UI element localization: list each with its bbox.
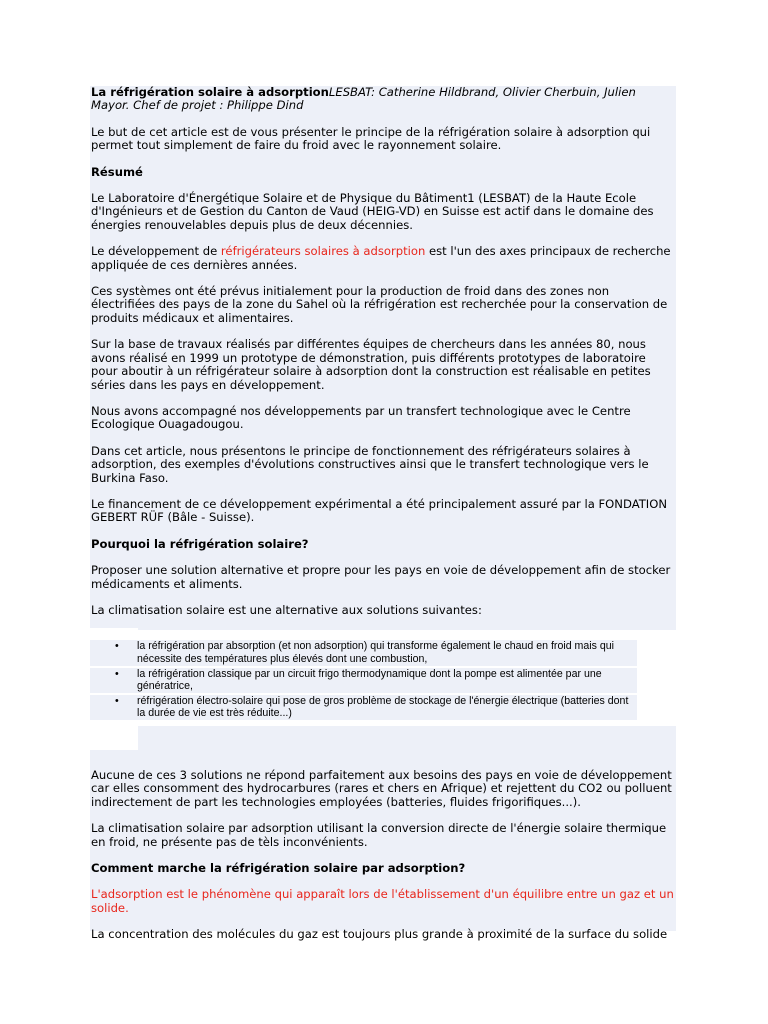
bullet-icon: •	[115, 640, 119, 653]
title-authors: LESBAT: Catherine Hildbrand, Olivier Cherbuin, Julien Mayor. Chef de projet : Philippe Dind	[91, 85, 636, 113]
paragraph-article-scope: Dans cet article, nous présentons le principe de fonctionnement des réfrigérateurs solaires à adsorption, des exemples d'évolutions constructives ainsi que le transfert technologique vers le Burkina Faso.	[91, 443, 649, 485]
paragraph-alternative: Proposer une solution alternative et propre pour les pays en voie de développement afin de stocker médicaments et aliments.	[91, 563, 671, 591]
list-item	[90, 695, 637, 720]
alternatives-list	[90, 640, 676, 720]
paragraph-transfer: Nous avons accompagné nos développements par un transfert technologique avec le Centre Ecologique Ouagadougou.	[91, 403, 631, 432]
list-item	[90, 640, 637, 665]
paragraph-funding: Le financement de ce développement expérimental a été principalement assuré par la FONDATION GEBERT RÜF (Bâle - Suisse).	[91, 496, 668, 525]
list-item-text: réfrigération électro-solaire qui pose de gros problème de stockage de l'énergie électrique (batteries dont la durée de vie est très réduite...)	[137, 694, 629, 720]
title-main: La réfrigération solaire à adsorption	[91, 85, 329, 99]
article-body	[90, 85, 676, 942]
paragraph-development	[90, 245, 676, 272]
paragraph-no-solution: Aucune de ces 3 solutions ne répond parfaitement aux besoins des pays en voie de développement car elles consomment des hydrocarbures (rares et chers en Afrique) et rejettent du CO2 ou polluent indirectement de part les technologies employées (batteries, fluides frigorifiques...).	[91, 767, 672, 809]
paragraph-concentration: La concentration des molécules du gaz est toujours plus grande à proximité de la surface du solide	[91, 927, 668, 942]
link-refrigerateurs[interactable]: réfrigérateurs solaires à adsorption	[220, 244, 426, 259]
p2-before: Le développement de	[91, 244, 221, 259]
paragraph-history: Sur la base de travaux réalisés par différentes équipes de chercheurs dans les années 80, nous avons réalisé en 1999 un prototype de démonstration, puis différents prototypes de laboratoire pour aboutir à un réfrigérateur solaire à adsorption dont la construction est réalisable en petites séries dans les pays en développement.	[91, 337, 651, 392]
heading-pourquoi: Pourquoi la réfrigération solaire?	[91, 536, 309, 551]
paragraph-systems: Ces systèmes ont été prévus initialement pour la production de froid dans des zones non électrifiées des pays de la zone du Sahel où la réfrigération est recherchée pour la conservation de produits médicaux et alimentaires.	[91, 284, 668, 325]
paragraph-adsorption-advantage: La climatisation solaire par adsorption utilisant la conversion directe de l'énergie solaire thermique en froid, ne présente pas de tèls inconvénients.	[91, 821, 667, 849]
paragraph-lesbat: Le Laboratoire d'Énergétique Solaire et de Physique du Bâtiment1 (LESBAT) de la Haute Ecole d'Ingénieurs et de Gestion du Canton de Vaud (HEIG-VD) en Suisse est actif dans le domaine des énergies renouvelables depuis plus de deux décennies.	[91, 191, 654, 232]
paragraph-adsorption-definition: L'adsorption est le phénomène qui apparaît lors de l'établissement d'un équilibre entre un gaz et un solide.	[91, 887, 674, 915]
bullet-icon: •	[115, 694, 119, 707]
list-item-text: la réfrigération classique par un circuit frigo thermodynamique dont la pompe est alimentée par une génératrice,	[137, 667, 602, 693]
heading-resume: Résumé	[91, 164, 143, 179]
list-item-text: la réfrigération par absorption (et non adsorption) qui transforme également le chaud en froid mais qui nécessite des températures plus élevés dont une combustion,	[137, 640, 614, 665]
intro-paragraph: Le but de cet article est de vous présenter le principe de la réfrigération solaire à adsorption qui permet tout simplement de faire du froid avec le rayonnement solaire.	[91, 124, 651, 153]
list-item	[90, 668, 637, 693]
bullet-icon: •	[115, 667, 119, 680]
alternatives-list-block	[90, 630, 676, 726]
heading-comment: Comment marche la réfrigération solaire par adsorption?	[91, 860, 466, 875]
p2-after: est l'un des axes principaux de recherche appliquée de ces dernières années.	[91, 244, 671, 272]
article-title	[90, 86, 676, 113]
paragraph-alternatives-intro: La climatisation solaire est une alternative aux solutions suivantes:	[91, 602, 482, 617]
